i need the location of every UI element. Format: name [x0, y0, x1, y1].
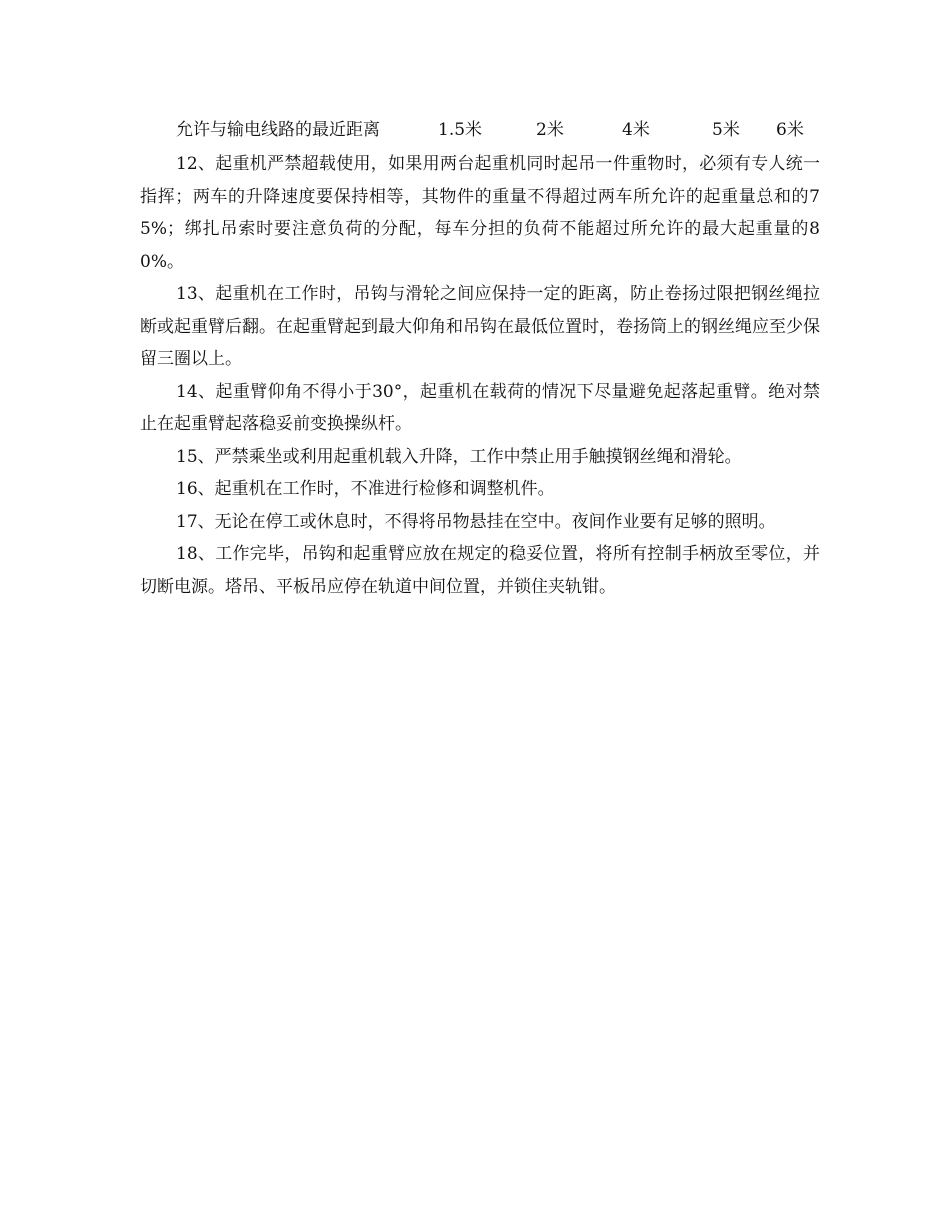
paragraph-item-15: 15、严禁乘坐或利用起重机载入升降，工作中禁止用手触摸钢丝绳和滑轮。: [176, 446, 742, 467]
paragraph-item-13: 13、起重机在工作时，吊钩与滑轮之间应保持一定的距离，防止卷扬过限把钢丝绳拉断或起重臂后翻。在起重臂起到最大仰角和吊钩在最低位置时，卷扬筒上的钢丝绳应至少保留三圈以上。: [140, 284, 820, 369]
document-body: [140, 112, 820, 603]
paragraph-item-12: 12、起重机严禁超载使用，如果用两台起重机同时起吊一件重物时，必须有专人统一指挥；两车的升降速度要保持相等，其物件的重量不得超过两车所允许的起重量总和的75%；绑扎吊索时要注意负荷的分配，每车分担的负荷不能超过所允许的最大起重量的80%。: [140, 154, 820, 272]
paragraph-item-17: 17、无论在停工或休息时，不得将吊物悬挂在空中。夜间作业要有足够的照明。: [176, 511, 776, 532]
distance-value-5: 6米: [776, 120, 804, 140]
distance-row-label: 允许与输电线路的最近距离: [176, 120, 380, 140]
paragraph-item-16: 16、起重机在工作时，不准进行检修和调整机件。: [176, 479, 555, 499]
paragraph-item-14: 14、起重臂仰角不得小于30°，起重机在载荷的情况下尽量避免起落起重臂。绝对禁止在起重臂起落稳妥前变换操纵杆。: [140, 381, 820, 434]
distance-value-4: 5米: [712, 120, 740, 140]
distance-value-2: 2米: [536, 120, 564, 140]
distance-table-row: [140, 112, 820, 148]
paragraph-item-18: 18、工作完毕，吊钩和起重臂应放在规定的稳妥位置，将所有控制手柄放至零位，并切断电源。塔吊、平板吊应停在轨道中间位置，并锁住夹轨钳。: [140, 544, 820, 597]
distance-value-3: 4米: [622, 120, 650, 140]
distance-value-1: 1.5米: [438, 120, 483, 140]
